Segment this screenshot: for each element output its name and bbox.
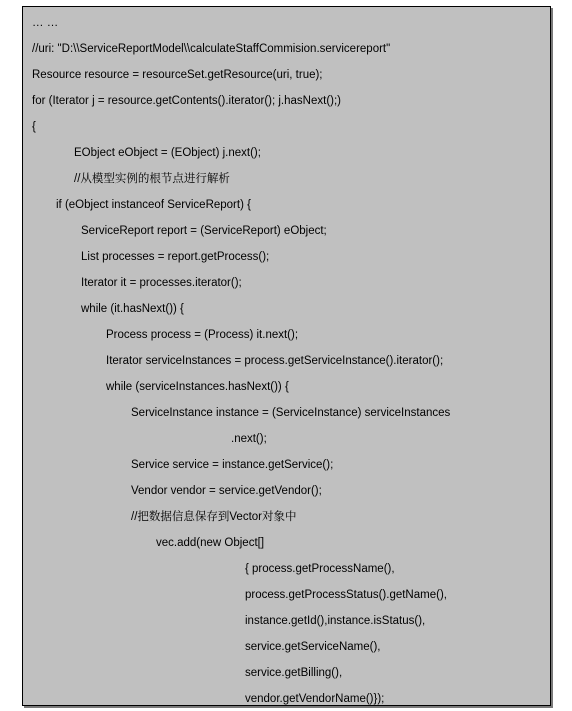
code-line-19: Vendor vendor = service.getVendor(); bbox=[131, 485, 322, 497]
code-line-16: ServiceInstance instance = (ServiceInstance) serviceInstances bbox=[131, 407, 451, 419]
code-comment-1: //从模型实例的根节点进行解析 bbox=[74, 173, 230, 185]
code-line-21: vec.add(new Object[] bbox=[156, 537, 265, 549]
code-line-9: ServiceReport report = (ServiceReport) eObject; bbox=[81, 225, 327, 237]
code-line-12: while (it.hasNext()) { bbox=[81, 303, 184, 315]
code-line-26: service.getBilling(), bbox=[245, 667, 343, 679]
code-comment-2: //把数据信息保存到Vector对象中 bbox=[131, 511, 297, 523]
code-line-18: Service service = instance.getService(); bbox=[131, 459, 334, 471]
code-line-6: EObject eObject = (EObject) j.next(); bbox=[74, 147, 261, 159]
code-line-17: .next(); bbox=[231, 433, 267, 445]
code-line-2: //uri: "D:\\ServiceReportModel\\calculateStaffCommision.servicereport" bbox=[32, 43, 391, 55]
code-line-1: … … bbox=[32, 17, 59, 29]
code-line-27: vendor.getVendorName()}); bbox=[245, 693, 385, 705]
code-line-3: Resource resource = resourceSet.getResource(uri, true); bbox=[32, 69, 323, 81]
code-line-24: instance.getId(),instance.isStatus(), bbox=[245, 615, 426, 627]
code-line-13: Process process = (Process) it.next(); bbox=[106, 329, 299, 341]
code-line-23: process.getProcessStatus().getName(), bbox=[245, 589, 447, 601]
code-line-15: while (serviceInstances.hasNext()) { bbox=[106, 381, 289, 393]
code-line-8: if (eObject instanceof ServiceReport) { bbox=[56, 199, 251, 211]
code-line-5: { bbox=[32, 121, 36, 133]
code-line-4: for (Iterator j = resource.getContents().iterator(); j.hasNext();) bbox=[32, 95, 342, 107]
code-line-10: List processes = report.getProcess(); bbox=[81, 251, 270, 263]
code-line-22: { process.getProcessName(), bbox=[245, 563, 395, 575]
code-line-14: Iterator serviceInstances = process.getServiceInstance().iterator(); bbox=[106, 355, 444, 367]
code-line-11: Iterator it = processes.iterator(); bbox=[81, 277, 242, 289]
code-line-25: service.getServiceName(), bbox=[245, 641, 381, 653]
code-listing-panel bbox=[22, 6, 551, 706]
